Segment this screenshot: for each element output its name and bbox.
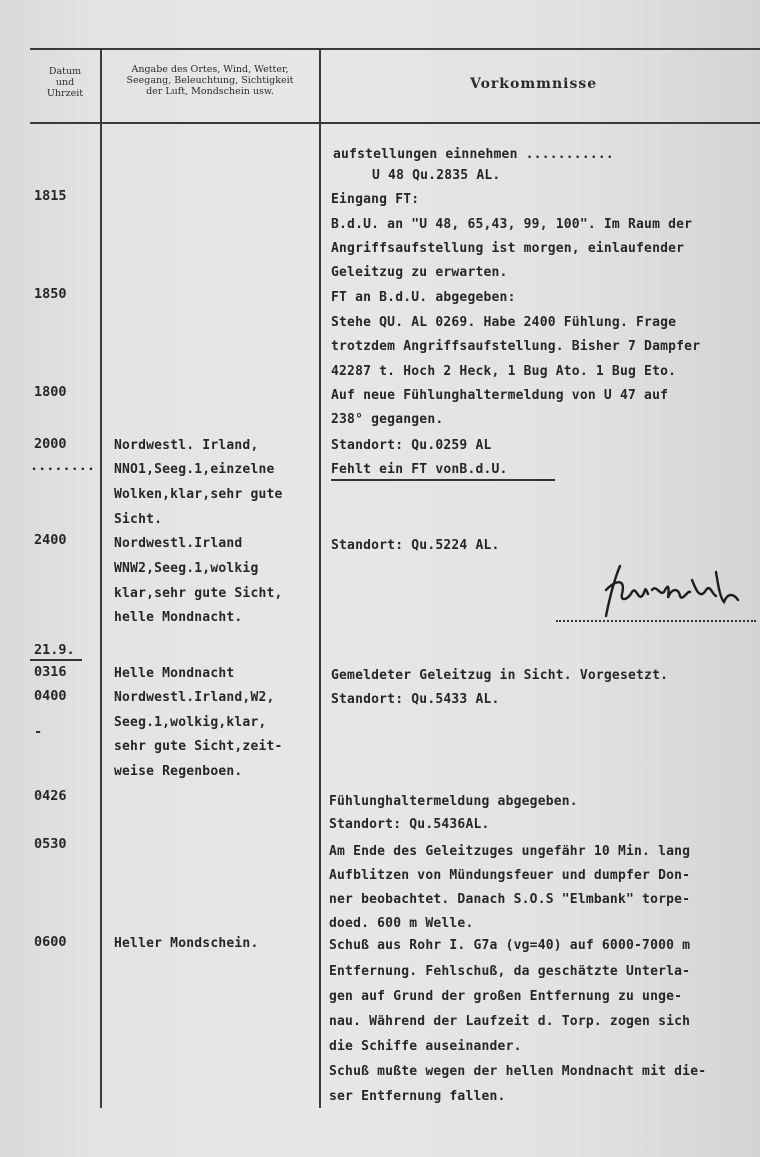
event-line-08: Stehe QU. AL 0269. Habe 2400 Fühlung. Frage bbox=[331, 315, 677, 330]
event-line-17: Standort: Qu.5433 AL. bbox=[331, 692, 500, 707]
header-rule bbox=[30, 122, 760, 124]
event-line-21: Aufblitzen von Mündungsfeuer und dumpfer Don- bbox=[329, 868, 691, 883]
event-line-23: doed. 600 m Welle. bbox=[329, 916, 474, 931]
header-location-line1: Angabe des Ortes, Wind, Wetter, bbox=[131, 64, 289, 75]
date-21-9: 21.9. bbox=[34, 642, 75, 658]
event-line-09: trotzdem Angriffsaufstellung. Bisher 7 Dampfer bbox=[331, 339, 701, 354]
time-2400: 2400 bbox=[34, 532, 67, 548]
event-line-10: 42287 t. Hoch 2 Heck, 1 Bug Ato. 1 Bug Eto. bbox=[331, 364, 677, 379]
header-location-line2: Seegang, Beleuchtung, Sichtigkeit bbox=[126, 75, 294, 86]
event-line-05: Angriffsaufstellung ist morgen, einlaufender bbox=[331, 241, 685, 256]
location-0400-line1: Nordwestl.Irland,W2, bbox=[114, 690, 275, 705]
location-0400-line4: weise Regenboen. bbox=[114, 764, 243, 779]
location-2400-line3: klar,sehr gute Sicht, bbox=[114, 586, 283, 601]
header-location-line3: der Luft, Mondschein usw. bbox=[146, 86, 274, 97]
location-2400-line4: helle Mondnacht. bbox=[114, 610, 243, 625]
header-uhrzeit: Uhrzeit bbox=[46, 88, 84, 99]
location-2000-line1: Nordwestl. Irland, bbox=[114, 438, 259, 453]
event-line-18: Fühlunghaltermeldung abgegeben. bbox=[329, 794, 578, 809]
time-dots: ........ bbox=[30, 458, 96, 474]
event-line-22: ner beobachtet. Danach S.O.S "Elmbank" torpe- bbox=[329, 892, 691, 907]
time-2000: 2000 bbox=[34, 436, 67, 452]
event-line-30: ser Entfernung fallen. bbox=[329, 1089, 506, 1104]
col1-rule bbox=[100, 48, 102, 1108]
event-line-06: Geleitzug zu erwarten. bbox=[331, 265, 508, 280]
time-0426: 0426 bbox=[34, 788, 67, 804]
event-line-07: FT an B.d.U. abgegeben: bbox=[331, 290, 516, 305]
time-0600: 0600 bbox=[34, 934, 67, 950]
date-underline bbox=[30, 659, 82, 661]
location-2000-line3: Wolken,klar,sehr gute bbox=[114, 487, 283, 502]
event-line-14: Fehlt ein FT vonB.d.U. bbox=[331, 462, 508, 477]
event-line-19: Standort: Qu.5436AL. bbox=[329, 817, 490, 832]
time-1850: 1850 bbox=[34, 286, 67, 302]
location-2000-line4: Sicht. bbox=[114, 512, 163, 527]
top-rule bbox=[30, 48, 760, 50]
event-line-20: Am Ende des Geleitzuges ungefähr 10 Min. lang bbox=[329, 844, 691, 859]
event-line-04: B.d.U. an "U 48, 65,43, 99, 100". Im Raum der bbox=[331, 217, 693, 232]
time-0530: 0530 bbox=[34, 836, 67, 852]
event-line-14-underline bbox=[331, 479, 555, 481]
header-date-time bbox=[32, 66, 98, 99]
header-datum: Datum bbox=[48, 66, 82, 77]
time-0316: 0316 bbox=[34, 664, 67, 680]
event-line-12: 238° gegangen. bbox=[331, 412, 444, 427]
event-line-25: Entfernung. Fehlschuß, da geschätzte Unterla- bbox=[329, 964, 691, 979]
time-dash: - bbox=[34, 724, 43, 740]
event-line-26: gen auf Grund der großen Entfernung zu unge- bbox=[329, 989, 683, 1004]
event-line-03: Eingang FT: bbox=[331, 192, 420, 207]
location-2400-line1: Nordwestl.Irland bbox=[114, 536, 243, 551]
event-line-28: die Schiffe auseinander. bbox=[329, 1039, 522, 1054]
signature bbox=[596, 560, 746, 624]
time-1815: 1815 bbox=[34, 188, 67, 204]
event-line-27: nau. Während der Laufzeit d. Torp. zogen sich bbox=[329, 1014, 691, 1029]
location-0400-line3: sehr gute Sicht,zeit- bbox=[114, 739, 283, 754]
event-line-24: Schuß aus Rohr I. G7a (vg=40) auf 6000-7000 m bbox=[329, 938, 691, 953]
location-2000-line2: NNO1,Seeg.1,einzelne bbox=[114, 462, 275, 477]
location-0600: Heller Mondschein. bbox=[114, 936, 259, 951]
event-line-11: Auf neue Fühlunghaltermeldung von U 47 auf bbox=[331, 388, 669, 403]
location-0400-line2: Seeg.1,wolkig,klar, bbox=[114, 715, 267, 730]
time-1800: 1800 bbox=[34, 384, 67, 400]
location-0316: Helle Mondnacht bbox=[114, 666, 235, 681]
event-line-02: U 48 Qu.2835 AL. bbox=[372, 168, 501, 183]
event-line-16: Gemeldeter Geleitzug in Sicht. Vorgesetzt. bbox=[331, 668, 669, 683]
event-line-13: Standort: Qu.0259 AL bbox=[331, 438, 492, 453]
event-line-15: Standort: Qu.5224 AL. bbox=[331, 538, 500, 553]
header-location bbox=[104, 64, 316, 97]
header-und: und bbox=[55, 77, 75, 88]
location-2400-line2: WNW2,Seeg.1,wolkig bbox=[114, 561, 259, 576]
time-0400: 0400 bbox=[34, 688, 67, 704]
header-vorkommnisse: Vorkommnisse bbox=[470, 76, 598, 92]
signature-dotted-line bbox=[556, 620, 756, 622]
col2-rule bbox=[319, 48, 321, 1108]
event-line-29: Schuß mußte wegen der hellen Mondnacht mit die- bbox=[329, 1064, 707, 1079]
event-line-01: aufstellungen einnehmen ........... bbox=[333, 147, 614, 162]
